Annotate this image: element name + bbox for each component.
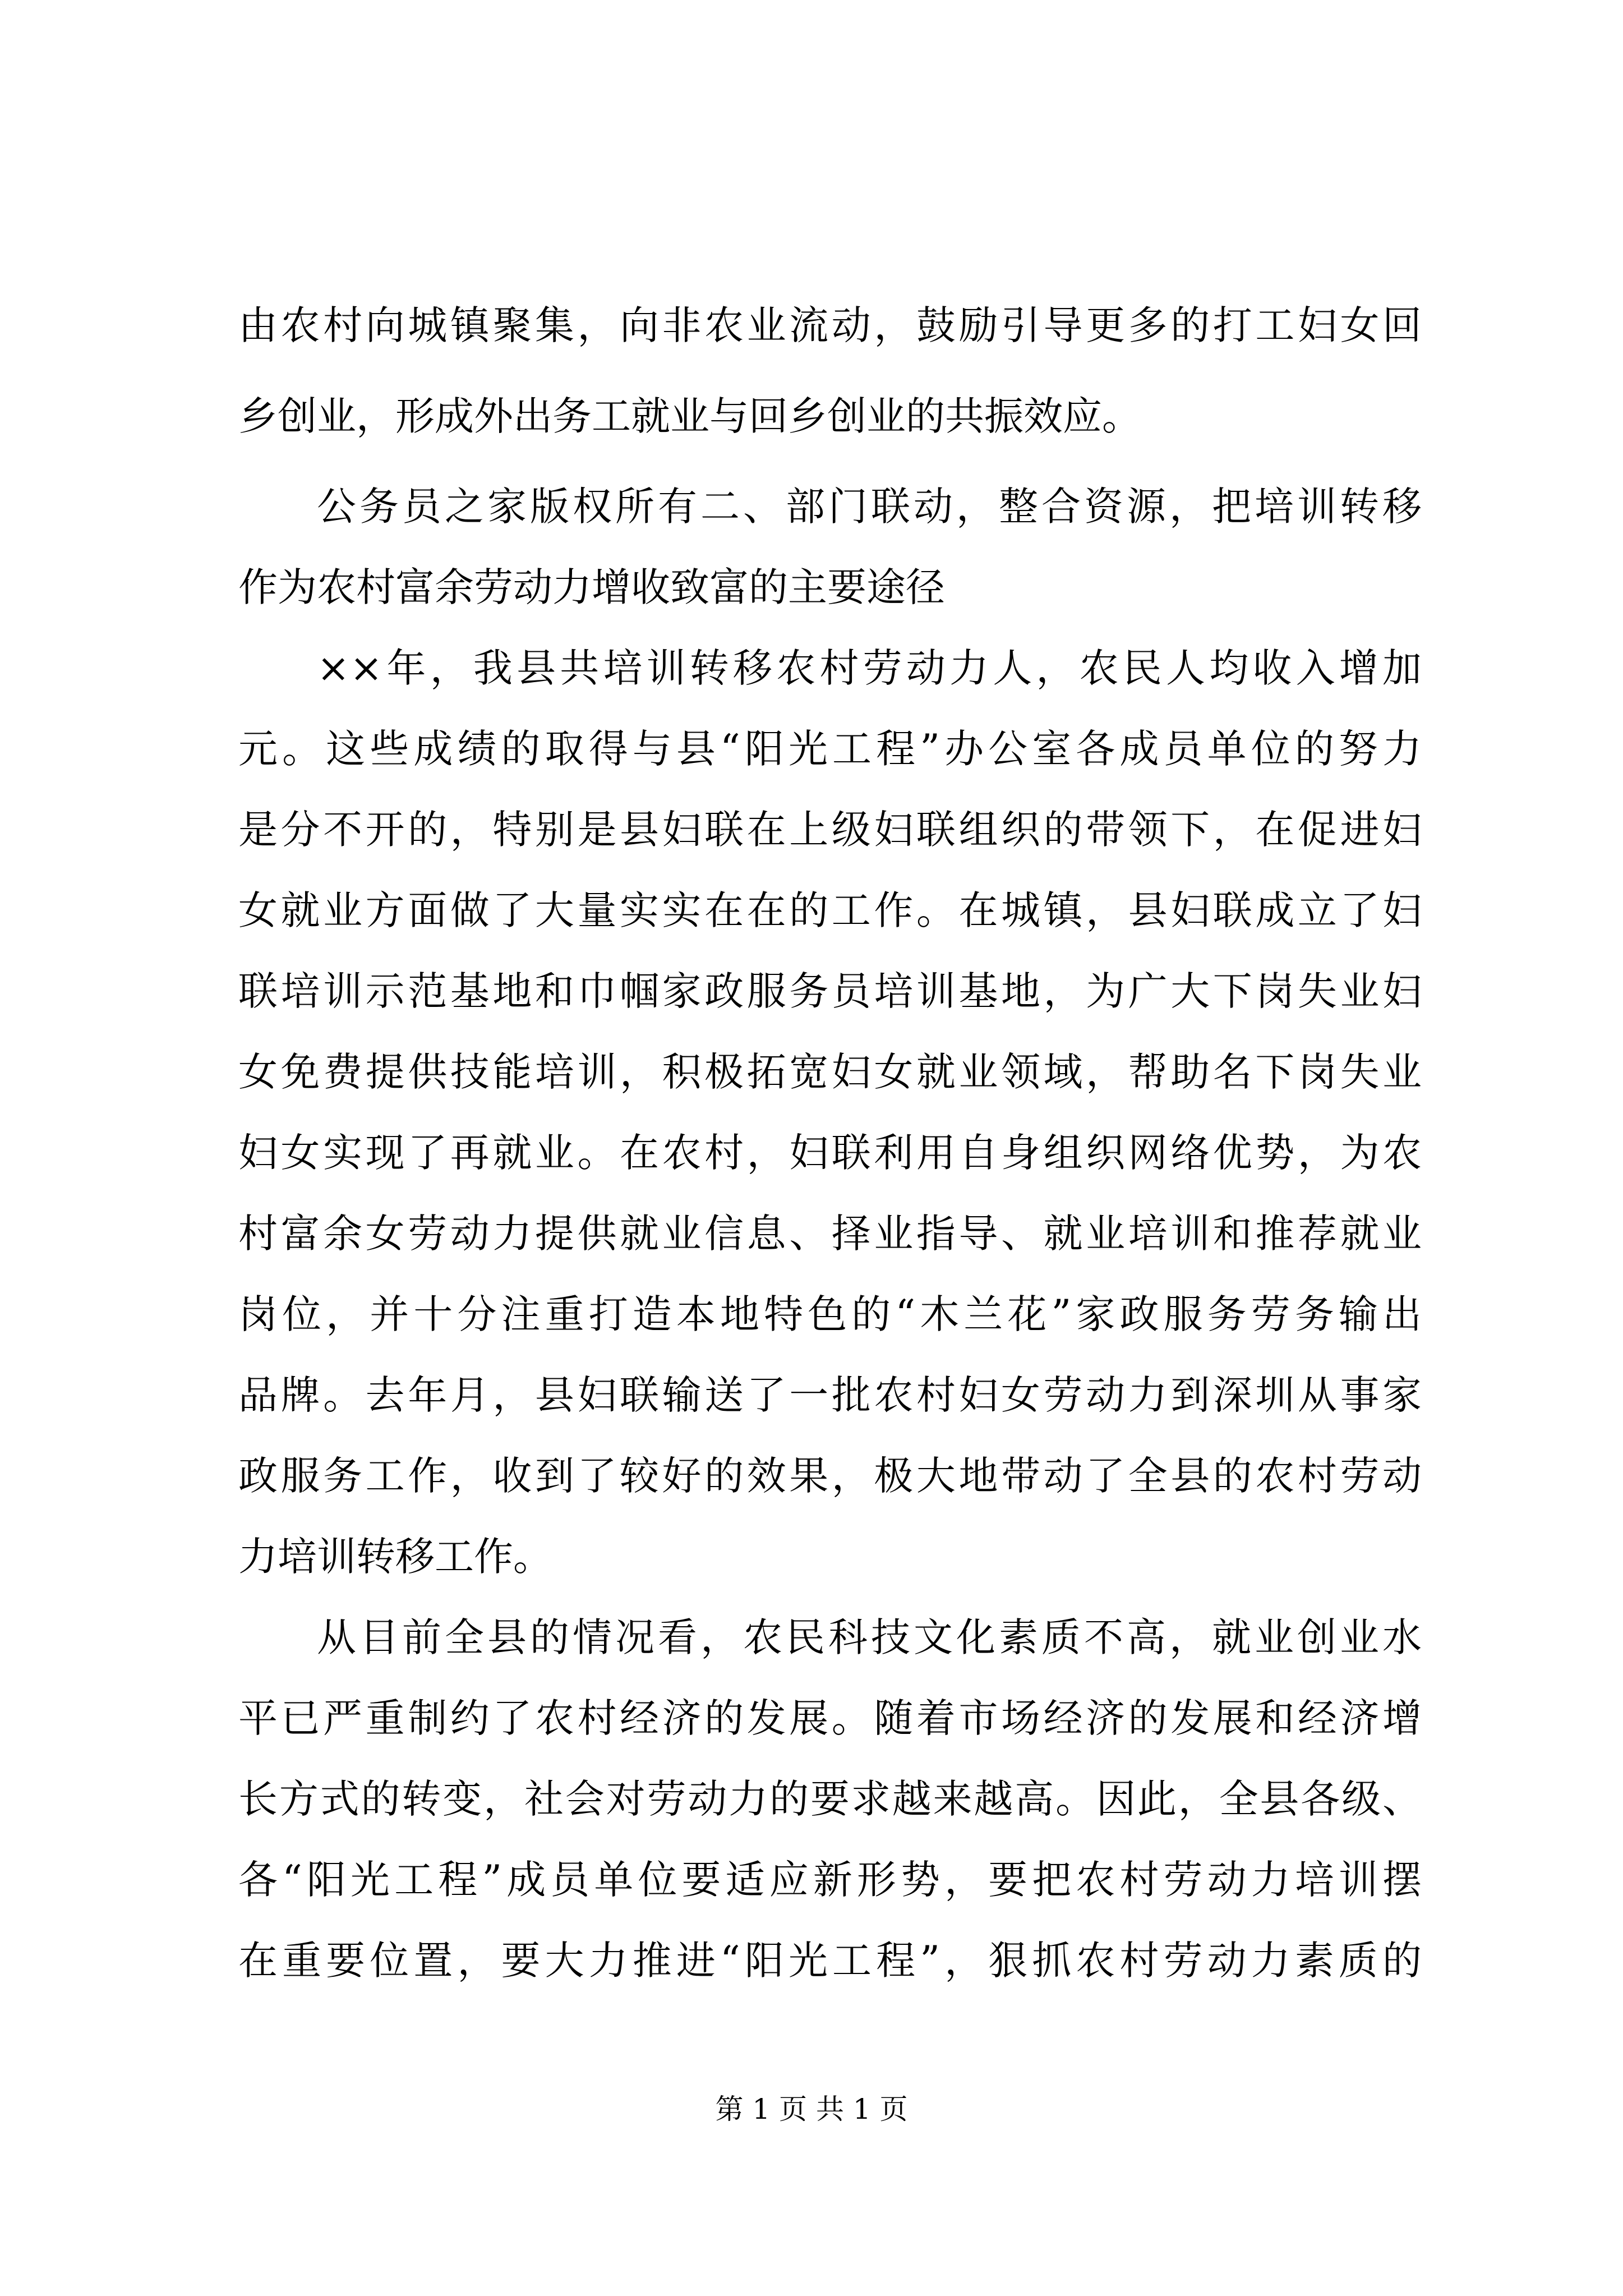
text-line: 各“阳光工程”成员单位要适应新形势，要把农村劳动力培训摆: [238, 1857, 1422, 1903]
text-line: 是分不开的，特别是县妇联在上级妇联组织的带领下，在促进妇: [238, 807, 1422, 853]
text-line: 长方式的转变，社会对劳动力的要求越来越高。因此，全县各级、: [238, 1776, 1422, 1822]
text-line: 联培训示范基地和巾帼家政服务员培训基地，为广大下岗失业妇: [238, 968, 1422, 1014]
text-line: 元。这些成绩的取得与县“阳光工程”办公室各成员单位的努力: [238, 726, 1422, 772]
text-line: 乡创业，形成外出务工就业与回乡创业的共振效应。: [238, 393, 1141, 439]
text-line: 由农村向城镇聚集，向非农业流动，鼓励引导更多的打工妇女回: [238, 302, 1422, 348]
text-line: 在重要位置，要大力推进“阳光工程”，狠抓农村劳动力素质的: [238, 1938, 1422, 1984]
text-line: 村富余女劳动力提供就业信息、择业指导、就业培训和推荐就业: [238, 1211, 1422, 1257]
text-line: 从目前全县的情况看，农民科技文化素质不高，就业创业水: [317, 1614, 1422, 1660]
text-line: 女免费提供技能培训，积极拓宽妇女就业领域，帮助名下岗失业: [238, 1049, 1422, 1095]
page-number-footer: 第 1 页 共 1 页: [715, 2093, 908, 2125]
paragraph-heading-line: 作为农村富余劳动力增收致富的主要途径: [238, 564, 945, 610]
text-line: 平已严重制约了农村经济的发展。随着市场经济的发展和经济增: [238, 1695, 1422, 1741]
text-line: 妇女实现了再就业。在农村，妇联利用自身组织网络优势，为农: [238, 1130, 1422, 1176]
text-line: 政服务工作，收到了较好的效果，极大地带动了全县的农村劳动: [238, 1453, 1422, 1499]
text-line: 女就业方面做了大量实实在在的工作。在城镇，县妇联成立了妇: [238, 887, 1422, 933]
text-line: ××年，我县共培训转移农村劳动力人，农民人均收入增加: [317, 645, 1422, 691]
text-line: 品牌。去年月，县妇联输送了一批农村妇女劳动力到深圳从事家: [238, 1372, 1422, 1418]
text-line: 力培训转移工作。: [238, 1534, 552, 1580]
text-line: 岗位，并十分注重打造本地特色的“木兰花”家政服务劳务输出: [238, 1291, 1422, 1337]
paragraph-heading-line: 公务员之家版权所有二、部门联动，整合资源，把培训转移: [317, 484, 1422, 530]
